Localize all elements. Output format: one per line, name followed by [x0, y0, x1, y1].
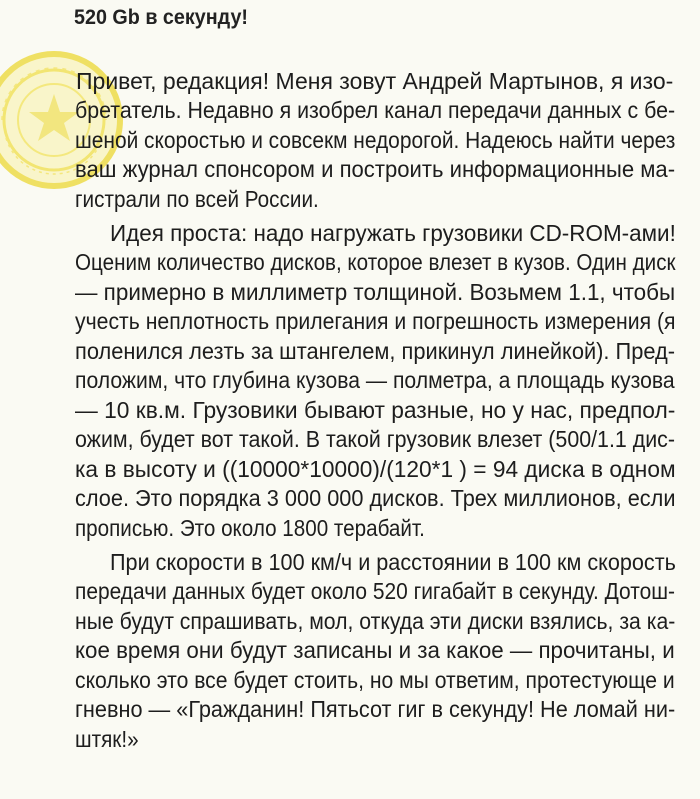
- article-line: штяк!»: [75, 726, 139, 752]
- article-line: слое. Это порядка 3 000 000 дисков. Трех миллионов, если: [75, 485, 676, 511]
- article-line: ожим, будет вот такой. В такой грузовик влезет (500/1.1 дис-: [75, 426, 675, 452]
- article-line: гистрали по всей России.: [75, 186, 319, 212]
- article-line: бретатель. Недавно я изобрел канал передачи данных с бе-: [75, 97, 676, 123]
- article-line: шеной скоростью и совсекм недорогой. Надеюсь найти через: [75, 127, 676, 153]
- article-line: сколько это все будет стоить, но мы ответим, протестующе и: [75, 667, 675, 693]
- article-title: 520 Gb в секунду!: [74, 6, 249, 29]
- article-line: кое время они будут записаны и за какое — прочитаны, и: [75, 637, 675, 663]
- article-line: При скорости в 100 км/ч и расстоянии в 100 км скорость: [110, 549, 676, 575]
- article-line: учесть неплотность прилегания и погрешность измерения (я: [75, 308, 676, 334]
- article-line: — примерно в миллиметр толщиной. Возьмем 1.1, чтобы: [75, 279, 676, 305]
- article-line: Оценим количество дисков, которое влезет в кузов. Один диск: [75, 249, 676, 275]
- article-line: положим, что глубина кузова — полметра, а площадь кузова: [75, 367, 675, 393]
- article-line: прописью. Это около 1800 терабайт.: [75, 515, 425, 541]
- article-line: поленился лезть за штангелем, прикинул линейкой). Пред-: [75, 338, 676, 364]
- article-line: передачи данных будет около 520 гигабайт в секунду. Дотош-: [75, 578, 676, 604]
- article-line: гневно — «Гражданин! Пятьсот гиг в секунду! Не ломай ни-: [75, 696, 676, 722]
- article-line: Идея проста: надо нагружать грузовики CD-ROM-ами!: [110, 220, 676, 246]
- article-line: ваш журнал спонсором и построить информационные ма-: [75, 156, 676, 182]
- article-line: Привет, редакция! Меня зовут Андрей Мартынов, я изо-: [76, 68, 674, 94]
- article-line: ные будут спрашивать, мол, откуда эти диски взялись, за ка-: [75, 608, 676, 634]
- article-line: — 10 кв.м. Грузовики бывают разные, но у нас, предпол-: [75, 397, 676, 423]
- article-line: ка в высоту и ((10000*10000)/(120*1 ) = 94 диска в одном: [75, 456, 676, 482]
